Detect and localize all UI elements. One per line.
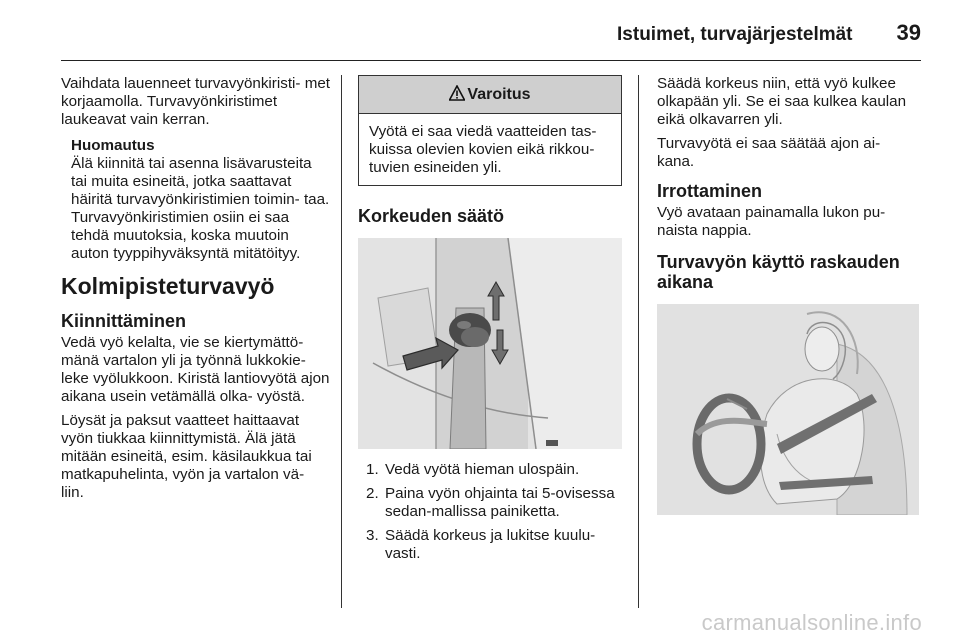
column-left <box>61 75 331 508</box>
pregnant-driver-illustration <box>657 304 919 515</box>
page-header <box>0 20 921 46</box>
intro-paragraph: Vaihdata lauenneet turvavyönkiristi- met korjaamolla. Turvavyönkiristimet laukeavat vain kerran. <box>61 75 331 128</box>
adjustment-steps <box>358 461 622 563</box>
driving-paragraph: Turvavyötä ei saa säätää ajon ai- kana. <box>657 135 881 170</box>
column-divider <box>638 75 639 608</box>
column-right <box>657 75 921 515</box>
height-paragraph: Säädä korkeus niin, että vyö kulkee olkapään yli. Se ei saa kulkea kaulan eikä olkavarren yli. <box>657 75 907 128</box>
warning-box <box>358 75 622 186</box>
list-item: 1. Vedä vyötä hieman ulospäin. <box>366 461 580 478</box>
section-heading-three-point-belt: Kolmipisteturvavyö <box>61 273 275 299</box>
heading-pregnancy: Turvavyön käyttö raskauden aikana <box>657 252 900 292</box>
heading-height-adjustment: Korkeuden säätö <box>358 206 505 226</box>
page-number: 39 <box>896 20 921 45</box>
warning-text: Vyötä ei saa viedä vaatteiden tas- kuissa olevien kovien eikä rikkou- tuvien esineiden yli. <box>369 123 597 176</box>
column-divider <box>341 75 342 608</box>
belt-guide-illustration <box>358 238 622 449</box>
list-item: 3. Säädä korkeus ja lukitse kuulu- vasti. <box>366 527 596 562</box>
warning-icon <box>449 85 465 101</box>
warning-title: Varoitus <box>467 86 531 103</box>
watermark-text: carmanualsonline.info <box>701 610 922 635</box>
note-title: Huomautus <box>71 137 155 154</box>
fastening-paragraph: Vedä vyö kelalta, vie se kiertymättö- mänä vartalon yli ja työnnä lukkokie- leke vyölukkoon. Kiristä lantiovyötä ajon aikana usein vetämällä olka- vyöstä. <box>61 334 330 405</box>
clothing-paragraph: Löysät ja paksut vaatteet haittaavat vyön tiukkaa kiinnittymistä. Älä jätä mitään esineitä, esim. käsilaukkua tai matkapuhelinta, vyön ja vartalon vä- liin. <box>61 412 312 501</box>
note-text: Älä kiinnitä tai asenna lisävarusteita tai muita esineitä, jotka saattavat häiritä turvavyönkiristimien toimin- taa. Turvavyönkiristimien osiin ei saa tehdä muutoksia, koska muutoin auton tyyppihyväksyntä mitätöityy. <box>71 155 330 262</box>
section-title: Istuimet, turvajärjestelmät <box>617 24 853 45</box>
heading-release: Irrottaminen <box>657 181 763 201</box>
release-paragraph: Vyö avataan painamalla lukon pu- naista nappia. <box>657 204 886 239</box>
subheading-fastening: Kiinnittäminen <box>61 311 186 331</box>
warning-header <box>359 76 621 114</box>
header-divider <box>61 60 921 61</box>
column-middle <box>358 75 622 569</box>
note-block <box>61 137 331 263</box>
list-item: 2. Paina vyön ohjainta tai 5-ovisessa sedan-mallissa painiketta. <box>366 485 615 520</box>
